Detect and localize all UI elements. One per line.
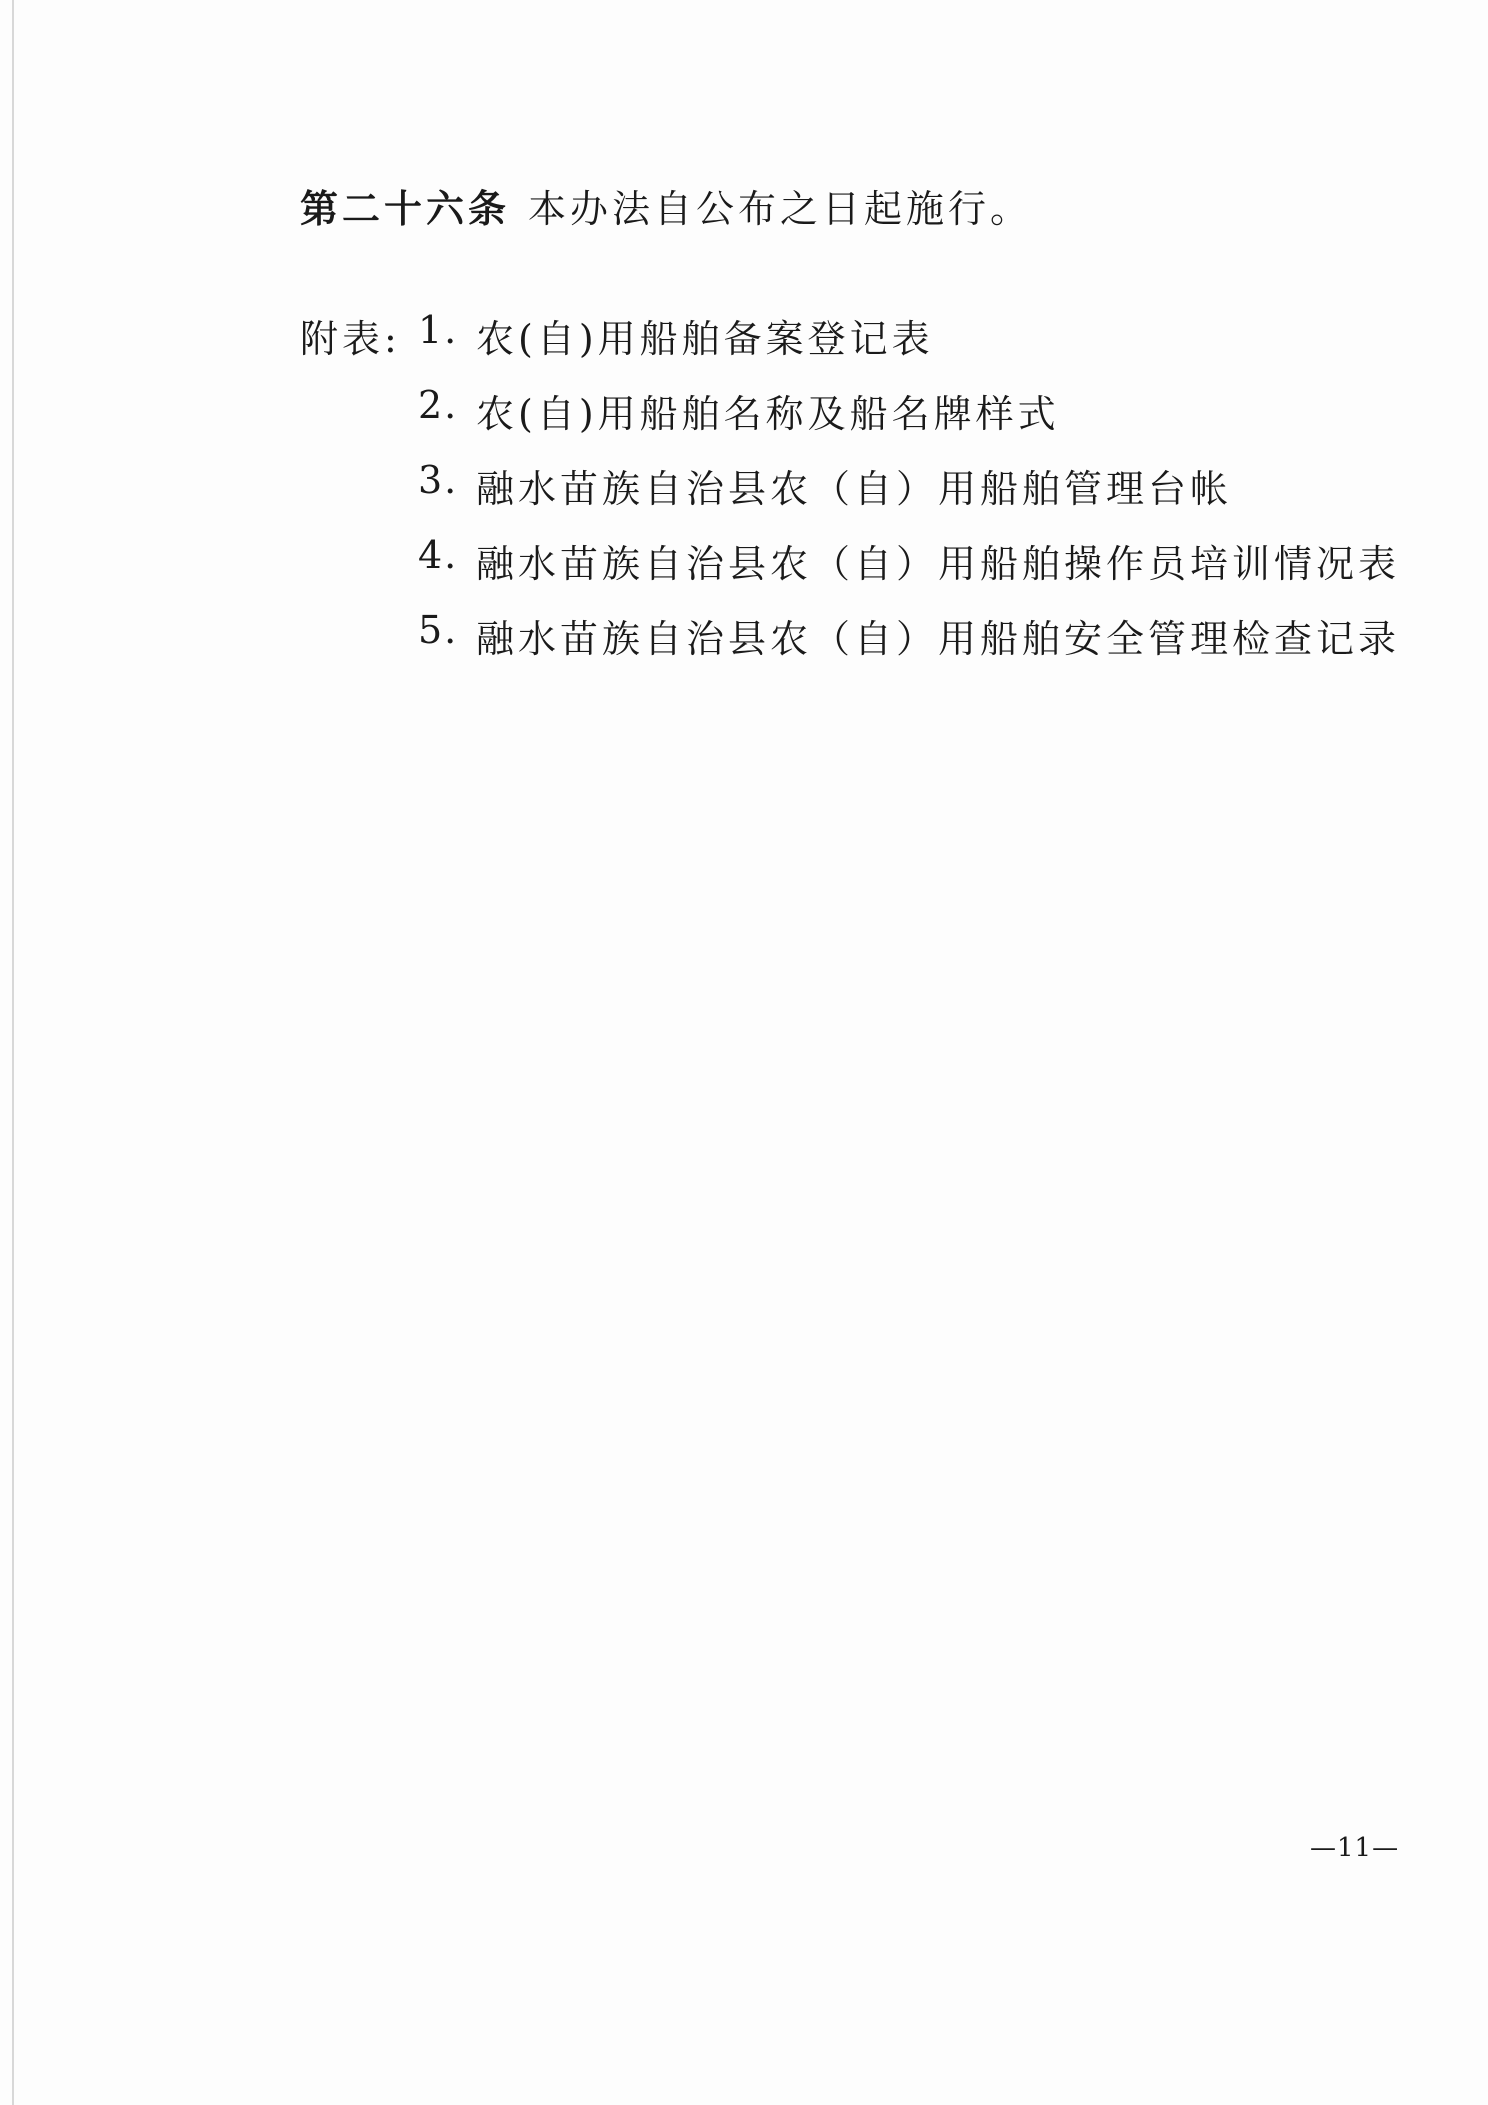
page-number: —11—	[1310, 1833, 1400, 1863]
attachment-index: 1.	[418, 308, 459, 352]
attachment-title: 农(自)用船舶名称及船名牌样式	[476, 392, 1060, 436]
attachment-index: 5.	[418, 608, 459, 652]
attachment-index: 3.	[418, 458, 459, 502]
list-item	[418, 458, 1400, 533]
article-text: 本办法自公布之日起施行。	[528, 187, 1033, 231]
attachments-list	[418, 308, 1400, 683]
list-item	[418, 383, 1400, 458]
attachment-title: 融水苗族自治县农（自）用船舶操作员培训情况表	[476, 542, 1401, 586]
list-item	[418, 308, 1400, 383]
attachments-label: 附表:	[300, 317, 401, 361]
attachment-title: 融水苗族自治县农（自）用船舶管理台帐	[476, 467, 1233, 511]
list-item	[418, 608, 1400, 683]
attachment-index: 2.	[418, 383, 459, 427]
attachment-index: 4.	[418, 533, 459, 577]
page-edge-line	[12, 0, 14, 2105]
article-number: 第二十六条	[300, 186, 511, 231]
attachment-title: 农(自)用船舶备案登记表	[476, 317, 934, 361]
attachment-title: 融水苗族自治县农（自）用船舶安全管理检查记录	[476, 617, 1401, 661]
list-item	[418, 533, 1400, 608]
article-26	[300, 178, 1032, 233]
